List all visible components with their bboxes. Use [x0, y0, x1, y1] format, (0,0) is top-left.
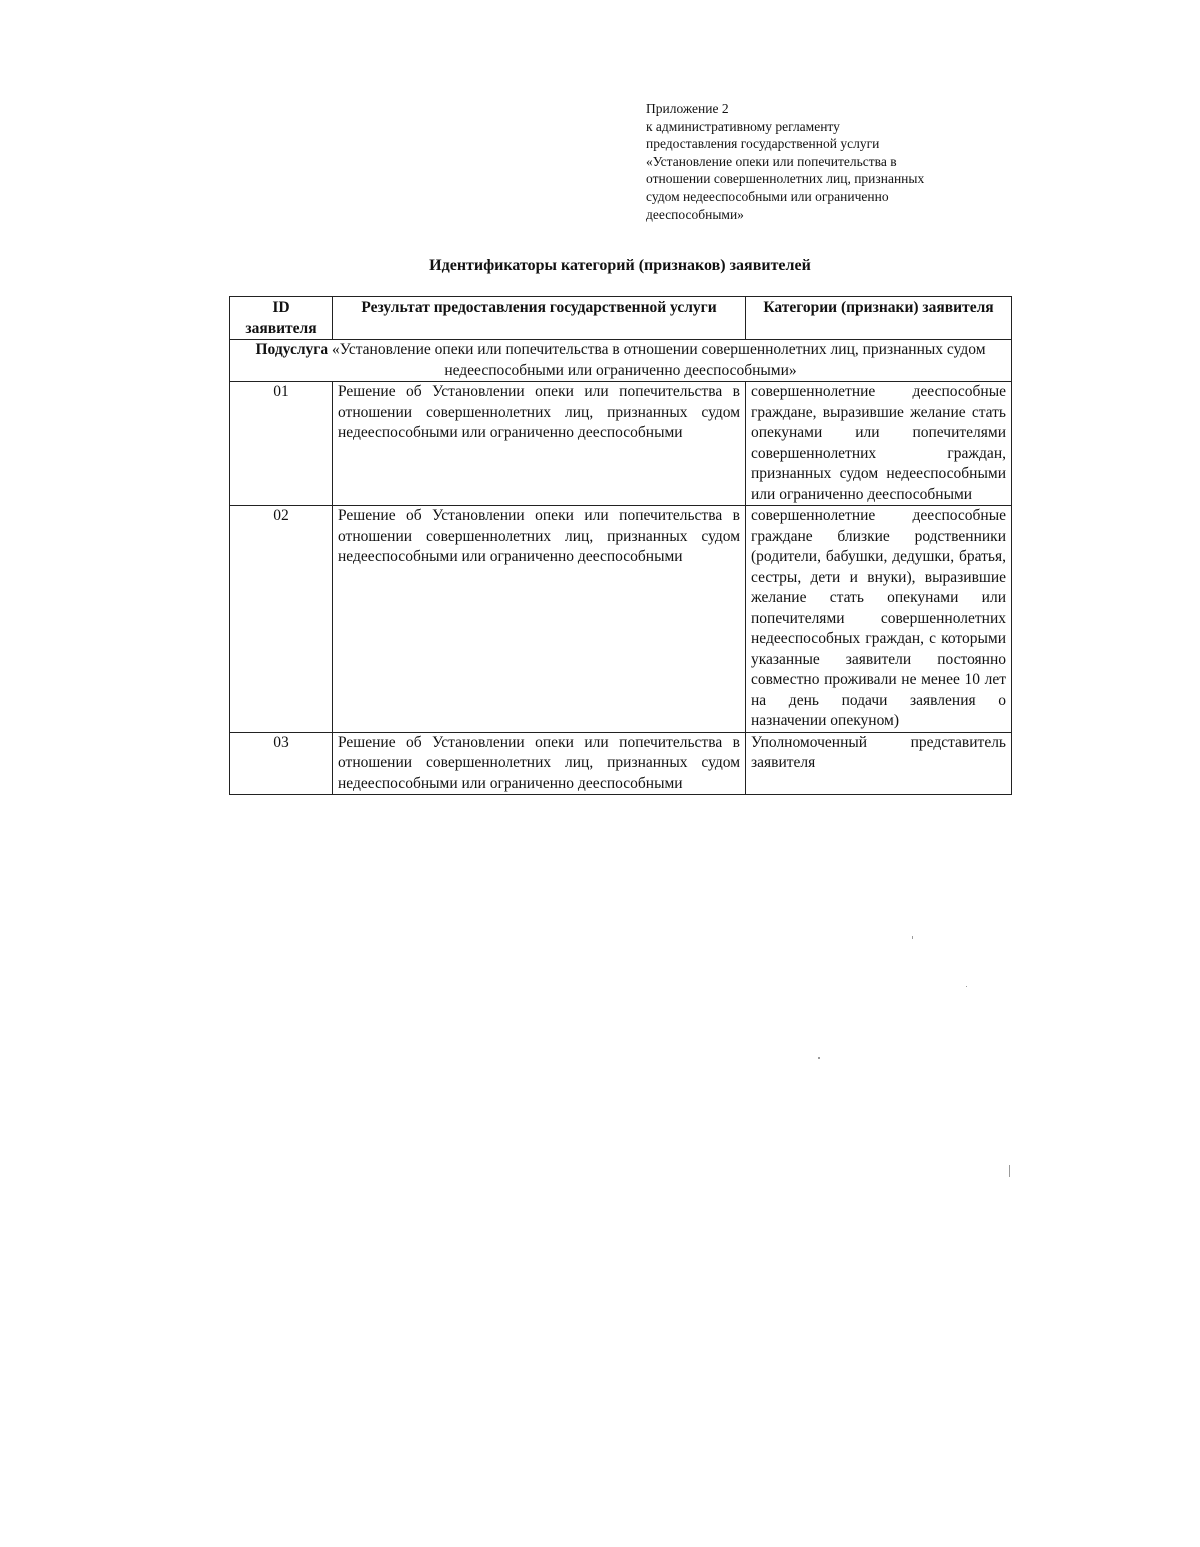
appendix-line: предоставления государственной услуги	[646, 136, 880, 152]
row-result: Решение об Установлении опеки или попечительства в отношении совершеннолетних лиц, признанных судом недееспособными или ограниченно дееспособными	[333, 732, 746, 795]
scan-speck	[818, 1057, 820, 1059]
appendix-line: «Установление опеки или попечительства в	[646, 153, 897, 169]
header-result: Результат предоставления государственной услуги	[333, 297, 746, 340]
scan-speck	[912, 936, 913, 939]
row-result: Решение об Установлении опеки или попечительства в отношении совершеннолетних лиц, признанных судом недееспособными или ограниченно дееспособными	[333, 506, 746, 733]
appendix-line: отношении совершеннолетних лиц, признанных	[646, 171, 925, 187]
table-row	[230, 382, 1012, 506]
header-id: ID заявителя	[230, 297, 333, 340]
appendix-note	[646, 100, 998, 223]
row-category: Уполномоченный представитель заявителя	[746, 732, 1012, 795]
subservice-text: «Установление опеки или попечительства в отношении совершеннолетних лиц, признанных судом недееспособными или ограниченно дееспособными»	[331, 341, 986, 379]
table-row	[230, 506, 1012, 733]
table-header-row	[230, 297, 1012, 340]
appendix-line: к административному регламенту	[646, 118, 840, 134]
row-id: 03	[230, 732, 333, 795]
appendix-line: дееспособными»	[646, 206, 744, 222]
scan-speck	[966, 986, 967, 987]
subservice-row	[230, 340, 1012, 382]
document-title: Идентификаторы категорий (признаков) заявителей	[429, 257, 811, 274]
header-category: Категории (признаки) заявителя	[746, 297, 1012, 340]
appendix-line: судом недееспособными или ограниченно	[646, 188, 889, 204]
row-category: совершеннолетние дееспособные граждане близкие родственники (родители, бабушки, дедушки, братья, сестры, дети и внуки), выразившие желание стать опекунами или попечителями совершеннолетних недееспособных граждан, с которыми указанные заявители постоянно совместно проживали не менее 10 лет на день подачи заявления о назначении опекуном)	[746, 506, 1012, 733]
appendix-line: Приложение 2	[646, 101, 729, 116]
table-row	[230, 732, 1012, 795]
row-result: Решение об Установлении опеки или попечительства в отношении совершеннолетних лиц, признанных судом недееспособными или ограниченно дееспособными	[333, 382, 746, 506]
subservice-cell	[230, 340, 1012, 382]
applicant-categories-table	[229, 296, 1012, 795]
row-category: совершеннолетние дееспособные граждане, выразившие желание стать опекунами или попечителями совершеннолетних граждан, признанных судом недееспособными или ограниченно дееспособными	[746, 382, 1012, 506]
scan-speck	[1009, 1165, 1010, 1177]
row-id: 02	[230, 506, 333, 733]
subservice-label: Подуслуга	[255, 341, 329, 358]
row-id: 01	[230, 382, 333, 506]
